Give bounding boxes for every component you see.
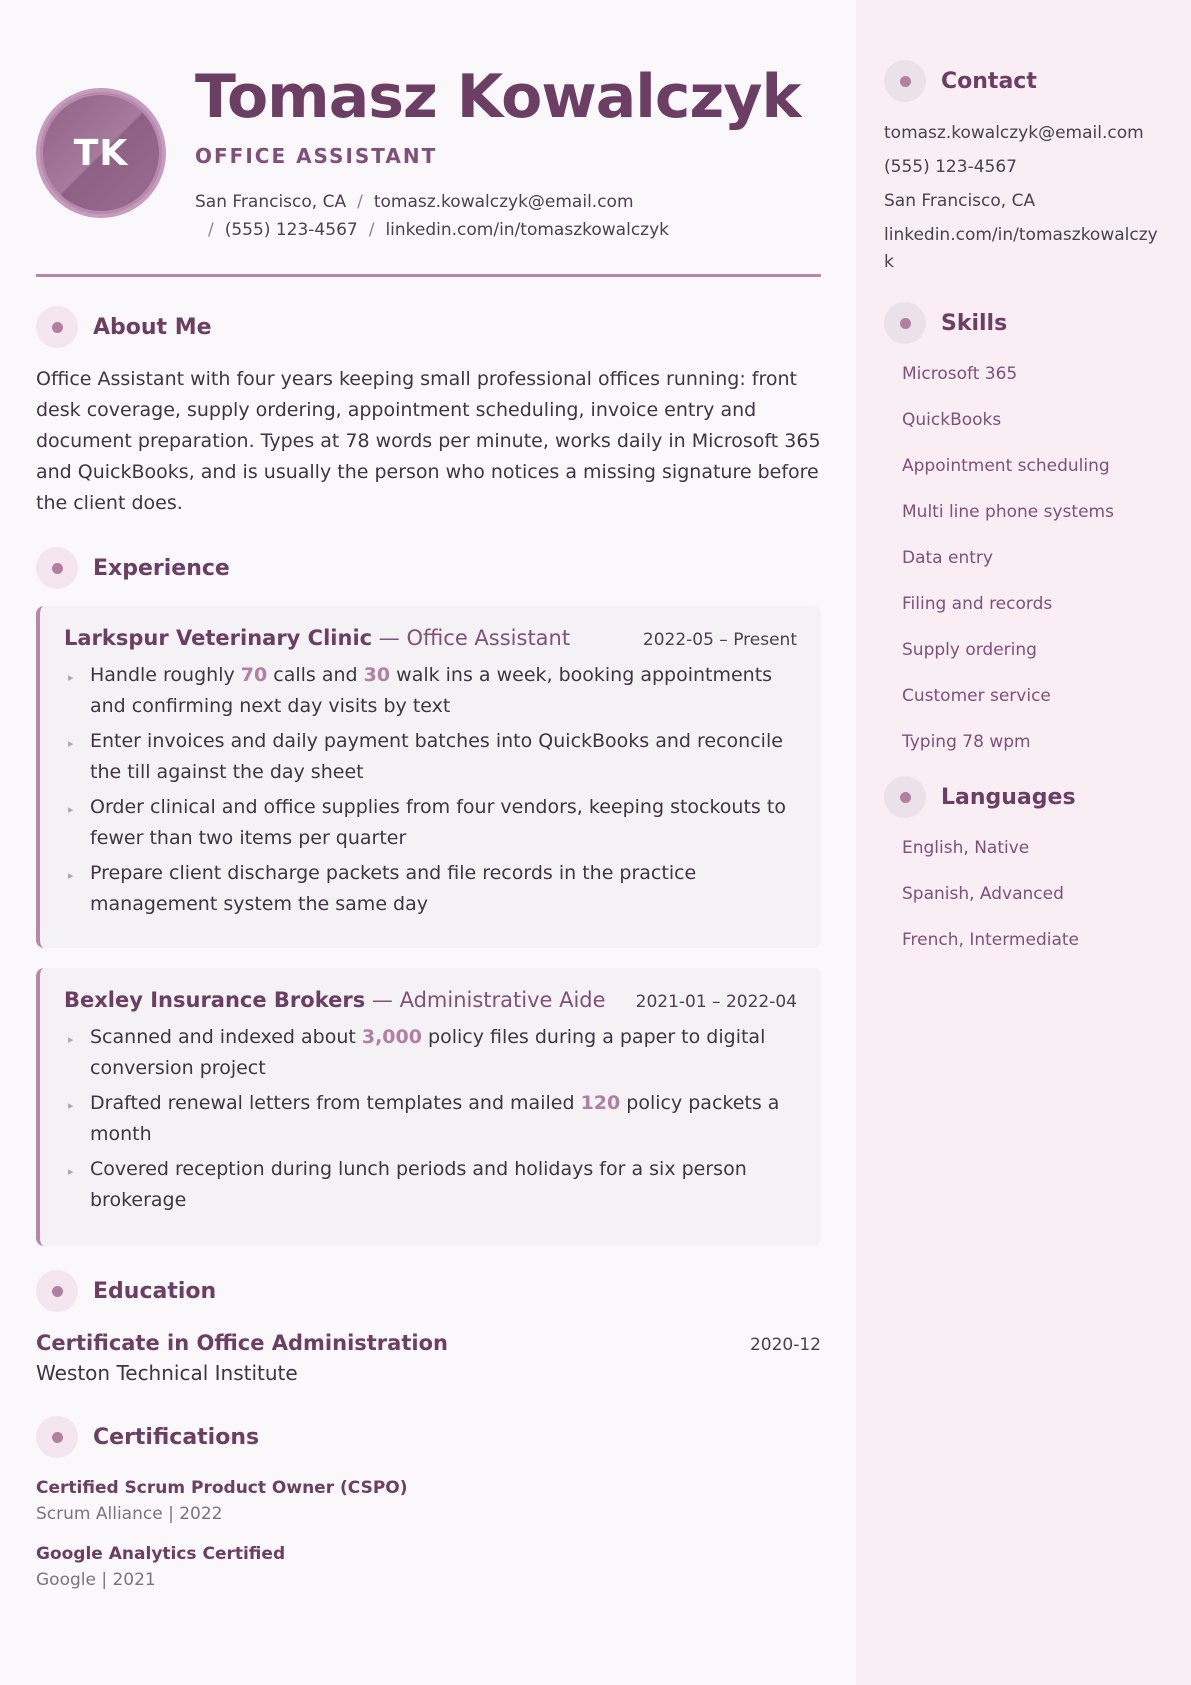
separator: / xyxy=(368,220,375,240)
candidate-name: Tomasz Kowalczyk xyxy=(195,62,801,132)
section-heading xyxy=(884,302,1167,344)
job-header xyxy=(64,988,797,1012)
section-heading xyxy=(36,1416,821,1458)
certification-name: Certified Scrum Product Owner (CSPO) xyxy=(36,1478,408,1498)
header-divider xyxy=(36,274,821,277)
bullet-text: calls and xyxy=(267,664,364,686)
triangle-right-icon: ▸ xyxy=(68,1033,74,1046)
circle-dot-icon xyxy=(36,306,78,348)
avatar xyxy=(36,88,166,218)
section-heading xyxy=(884,776,1167,818)
bullet-text: Covered reception during lunch periods and holidays for a six person brokerage xyxy=(90,1158,747,1211)
separator: / xyxy=(357,192,363,212)
role-dash: — xyxy=(365,988,400,1012)
sidebar xyxy=(856,0,1191,1685)
skill-item: QuickBooks xyxy=(902,410,1002,430)
bullet-highlight: 3,000 xyxy=(361,1026,422,1048)
sidebar-location: San Francisco, CA xyxy=(884,191,1036,211)
job-dates: 2021-01 – 2022-04 xyxy=(635,992,797,1012)
education-date: 2020-12 xyxy=(749,1335,821,1355)
certifications-heading: Certifications xyxy=(93,1424,260,1450)
section-heading xyxy=(36,306,821,348)
job-title: OFFICE ASSISTANT xyxy=(195,144,438,168)
section-heading xyxy=(36,1270,821,1312)
bullet-text: Enter invoices and daily payment batches into QuickBooks and reconcile the till against the day sheet xyxy=(90,730,783,783)
circle-dot-icon xyxy=(884,776,926,818)
header-email[interactable]: tomasz.kowalczyk@email.com xyxy=(373,192,634,212)
list-item xyxy=(64,660,797,722)
list-item xyxy=(64,792,797,854)
contact-list xyxy=(884,120,1167,276)
skills-section xyxy=(884,302,1167,754)
sidebar-email[interactable]: tomasz.kowalczyk@email.com xyxy=(884,123,1144,143)
role-dash: — xyxy=(372,626,407,650)
bullet-text: Handle roughly xyxy=(90,664,241,686)
bullet-highlight: 30 xyxy=(363,664,391,686)
experience-section xyxy=(36,547,821,1246)
skill-item: Microsoft 365 xyxy=(902,364,1018,384)
skill-item: Supply ordering xyxy=(902,640,1037,660)
bullet-text: Order clinical and office supplies from four vendors, keeping stockouts to fewer than two items per quarter xyxy=(90,796,786,849)
list-item xyxy=(64,858,797,920)
resume-header xyxy=(36,0,820,278)
school-name: Weston Technical Institute xyxy=(36,1361,298,1385)
job-title-line xyxy=(64,988,606,1012)
circle-dot-icon xyxy=(36,547,78,589)
triangle-right-icon: ▸ xyxy=(68,1099,74,1112)
language-item: French, Intermediate xyxy=(902,930,1079,950)
list-item xyxy=(64,726,797,788)
skill-item: Filing and records xyxy=(902,594,1053,614)
job-bullets xyxy=(64,660,797,920)
triangle-right-icon: ▸ xyxy=(68,737,74,750)
certification-meta: Scrum Alliance | 2022 xyxy=(36,1504,223,1524)
languages-section xyxy=(884,776,1167,952)
header-contact-line-2 xyxy=(208,220,669,240)
avatar-initials: TK xyxy=(73,132,129,174)
education-section xyxy=(36,1270,821,1385)
sidebar-phone[interactable]: (555) 123-4567 xyxy=(884,157,1017,177)
list-item xyxy=(64,1088,797,1150)
company-name: Bexley Insurance Brokers xyxy=(64,988,366,1012)
circle-dot-icon xyxy=(884,60,926,102)
contact-heading: Contact xyxy=(941,68,1037,94)
job-card xyxy=(36,968,821,1246)
triangle-right-icon: ▸ xyxy=(68,671,74,684)
header-contact-line-1 xyxy=(195,192,634,212)
list-item xyxy=(64,1154,797,1216)
certification-name: Google Analytics Certified xyxy=(36,1544,286,1564)
section-heading xyxy=(884,60,1167,102)
triangle-right-icon: ▸ xyxy=(68,1165,74,1178)
education-heading: Education xyxy=(93,1278,217,1304)
bullet-text: policy files during a paper to digital conversion project xyxy=(90,1026,766,1079)
experience-heading: Experience xyxy=(93,555,230,581)
bullet-text: walk ins a week, booking appointments and confirming next day visits by text xyxy=(90,664,773,717)
role-name: Administrative Aide xyxy=(399,988,606,1012)
separator: / xyxy=(208,220,214,240)
job-header xyxy=(64,626,797,650)
about-heading: About Me xyxy=(93,314,212,340)
certification-meta: Google | 2021 xyxy=(36,1570,156,1590)
education-row xyxy=(36,1331,821,1355)
job-bullets xyxy=(64,1022,797,1216)
circle-dot-icon xyxy=(884,302,926,344)
skill-item: Typing 78 wpm xyxy=(902,732,1031,752)
header-location: San Francisco, CA xyxy=(195,192,347,212)
header-linkedin[interactable]: linkedin.com/in/tomaszkowalczyk xyxy=(385,220,669,240)
bullet-text: Scanned and indexed about xyxy=(90,1026,362,1048)
about-section xyxy=(36,306,821,519)
certifications-section xyxy=(36,1416,821,1590)
skill-item: Multi line phone systems xyxy=(902,502,1114,522)
circle-dot-icon xyxy=(36,1270,78,1312)
about-text: Office Assistant with four years keeping small professional offices running: front desk coverage, supply ordering, appointment scheduling, invoice entry and document preparation. Types at 78 words per minute, works daily in Microsoft 365 and QuickBooks, and is usually the person who notices a missing signature before the client does. xyxy=(36,368,821,514)
list-item xyxy=(64,1022,797,1084)
job-dates: 2022-05 – Present xyxy=(642,630,797,650)
header-phone[interactable]: (555) 123-4567 xyxy=(224,220,358,240)
skills-list xyxy=(884,362,1167,754)
skill-item: Data entry xyxy=(902,548,993,568)
skills-heading: Skills xyxy=(941,310,1008,336)
skill-item: Appointment scheduling xyxy=(902,456,1110,476)
certification-item xyxy=(36,1544,821,1590)
languages-list xyxy=(884,836,1167,952)
certification-item xyxy=(36,1478,821,1524)
language-item: English, Native xyxy=(902,838,1030,858)
languages-heading: Languages xyxy=(941,784,1076,810)
contact-section xyxy=(884,60,1167,276)
bullet-text: Drafted renewal letters from templates and mailed xyxy=(90,1092,581,1114)
section-heading xyxy=(36,547,821,589)
bullet-text: Prepare client discharge packets and file records in the practice management system the same day xyxy=(90,862,697,915)
role-name: Office Assistant xyxy=(406,626,571,650)
language-item: Spanish, Advanced xyxy=(902,884,1064,904)
bullet-highlight: 120 xyxy=(580,1092,621,1114)
triangle-right-icon: ▸ xyxy=(68,803,74,816)
job-card xyxy=(36,606,821,948)
bullet-text: policy packets a month xyxy=(90,1092,780,1145)
circle-dot-icon xyxy=(36,1416,78,1458)
company-name: Larkspur Veterinary Clinic xyxy=(64,626,373,650)
job-title-line xyxy=(64,626,570,650)
triangle-right-icon: ▸ xyxy=(68,869,74,882)
degree-name: Certificate in Office Administration xyxy=(36,1331,448,1355)
bullet-highlight: 70 xyxy=(240,664,268,686)
skill-item: Customer service xyxy=(902,686,1051,706)
sidebar-linkedin[interactable]: linkedin.com/in/tomaszkowalczyk xyxy=(884,225,1158,272)
